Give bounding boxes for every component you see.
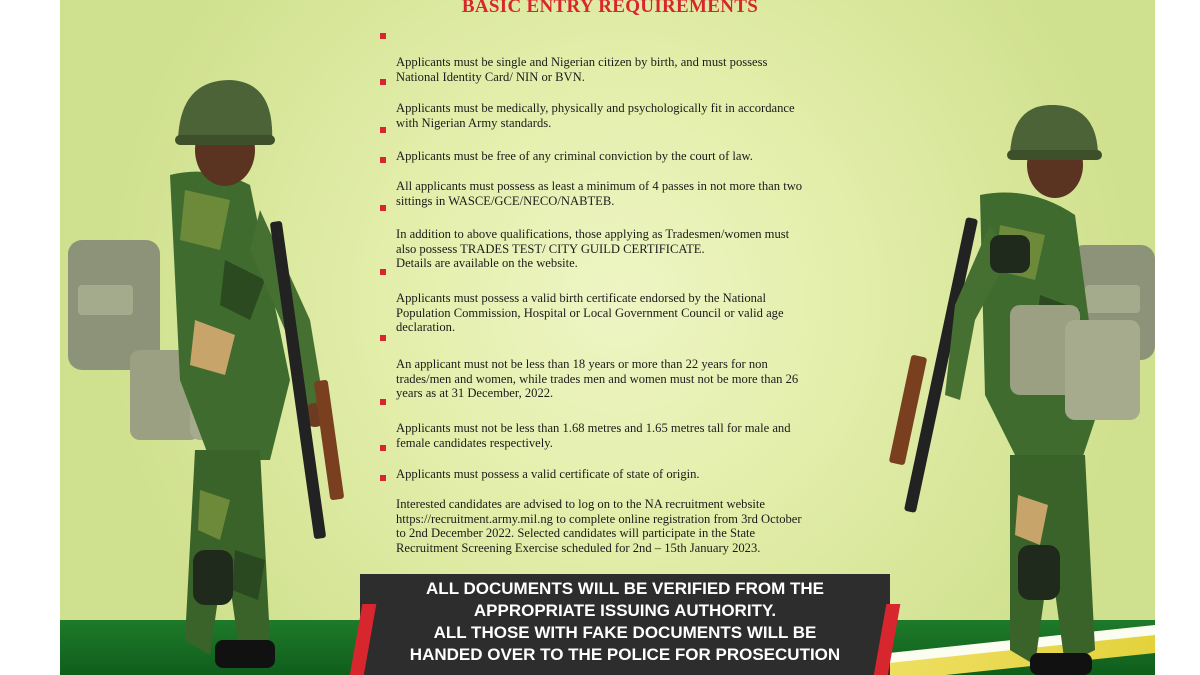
red-square-bullet-icon <box>380 127 386 133</box>
requirement-text: Applicants must possess a valid certificate of state of origin. <box>396 467 700 482</box>
requirement-item <box>378 198 873 271</box>
requirement-item <box>378 262 873 335</box>
requirement-text: An applicant must not be less than 18 years or more than 22 years for non trades/men and women, while trades men and women must not be more than 26 years as at 31 December, 2022. <box>396 357 799 401</box>
requirement-text: All applicants must possess as least a minimum of 4 passes in not more than two sittings in WASCE/GCE/NECO/NABTEB. <box>396 179 803 208</box>
red-square-bullet-icon <box>380 475 386 481</box>
red-square-bullet-icon <box>380 205 386 211</box>
requirement-text: Applicants must be single and Nigerian citizen by birth, and must possess National Identity Card/ NIN or BVN. <box>396 55 768 84</box>
requirement-item <box>378 328 873 401</box>
red-square-bullet-icon <box>380 335 386 341</box>
red-square-bullet-icon <box>380 157 386 163</box>
right-soldier-image <box>860 105 1155 675</box>
requirement-item <box>378 468 873 555</box>
requirement-text: Applicants must not be less than 1.68 metres and 1.65 metres tall for male and female candidates respectively. <box>396 421 791 450</box>
red-square-bullet-icon <box>380 269 386 275</box>
requirement-item <box>378 438 873 482</box>
requirement-text: Applicants must be medically, physically and psychologically fit in accordance with Nigerian Army standards. <box>396 101 795 130</box>
requirement-item <box>378 72 873 130</box>
red-square-bullet-icon <box>380 79 386 85</box>
requirement-text: Applicants must possess a valid birth certificate endorsed by the National Population Commission, Hospital or Local Government Council or valid age declaration. <box>396 291 784 335</box>
notice-text: ALL DOCUMENTS WILL BE VERIFIED FROM THE APPROPRIATE ISSUING AUTHORITY. ALL THOSE WITH FAKE DOCUMENTS WILL BE HANDED OVER TO THE POLICE FOR PROSECUTION <box>409 579 841 664</box>
requirement-text: Applicants must be free of any criminal conviction by the court of law. <box>396 149 753 164</box>
left-soldier-image <box>60 80 350 675</box>
red-square-bullet-icon <box>380 399 386 405</box>
red-square-bullet-icon <box>380 445 386 451</box>
requirement-text: In addition to above qualifications, those applying as Tradesmen/women must also possess TRADES TEST/ CITY GUILD CERTIFICATE. Details are available on the website. <box>396 227 790 271</box>
heading-basic-entry-requirements: BASIC ENTRY REQUIREMENTS <box>461 0 759 17</box>
requirement-item <box>378 392 873 450</box>
red-square-bullet-icon <box>380 33 386 39</box>
requirement-item <box>378 26 873 84</box>
requirement-text: Interested candidates are advised to log on to the NA recruitment website https://recruitment.army.mil.ng to complete online registration from 3rd October to 2nd December 2022. Selected candidates will participate in the State Recruitment Screening Exercise scheduled for 2nd – 15th January 2023. <box>396 497 802 555</box>
requirements-list <box>378 26 873 555</box>
requirement-item <box>378 120 873 164</box>
recruitment-poster <box>60 0 1155 675</box>
requirement-item <box>378 150 873 208</box>
